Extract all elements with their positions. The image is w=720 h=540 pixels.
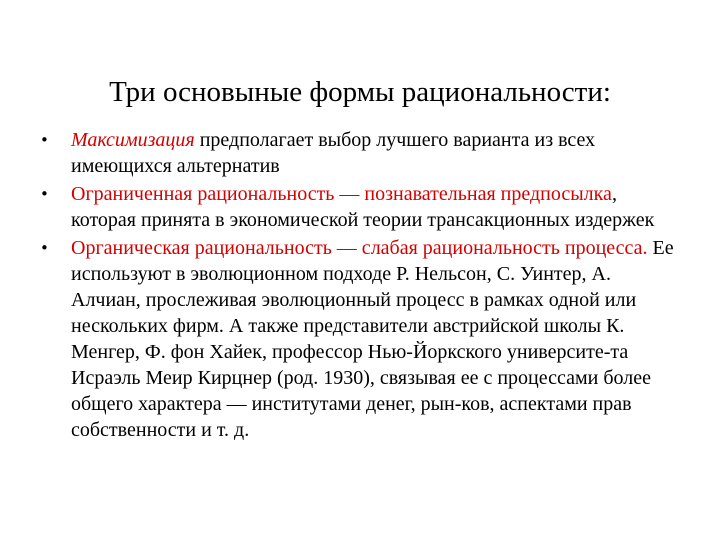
bullet-highlight: Максимизация (71, 129, 195, 151)
bullet-highlight: Ограниченная рациональность — познавательная предпосылка (71, 183, 612, 205)
bullet-text: Ее используют в эволюционном подходе Р. Нельсон, С. Уинтер, А. Алчиан, прослеживая эволюционный процесс в рамках одной или нескольких фирм. А также представители австрийской школы К. Менгер, Ф. фон Хайек, профессор Нью-Йоркского университе-та Исраэль Меир Кирцнер (род. 1930), связывая ее с процессами более общего характера — институтами денег, рын-ков, аспектами прав собственности и т. д. (71, 237, 674, 441)
bullet-item-bounded-rationality (40, 181, 680, 233)
slide-title: Три основыные формы рациональности: (109, 76, 611, 108)
bullet-list (40, 127, 680, 445)
bullet-icon: • (40, 131, 49, 149)
bullet-item-organic-rationality (40, 235, 680, 443)
bullet-text: , которая принята в экономической теории трансакционных издержек (71, 183, 655, 231)
bullet-icon: • (40, 185, 49, 203)
bullet-icon: • (40, 239, 49, 257)
bullet-text: предполагает выбор лучшего варианта из всех имеющихся альтернатив (71, 129, 596, 177)
bullet-item-maximization (40, 127, 680, 179)
bullet-highlight: Органическая рациональность — слабая рациональность процесса. (71, 237, 648, 259)
